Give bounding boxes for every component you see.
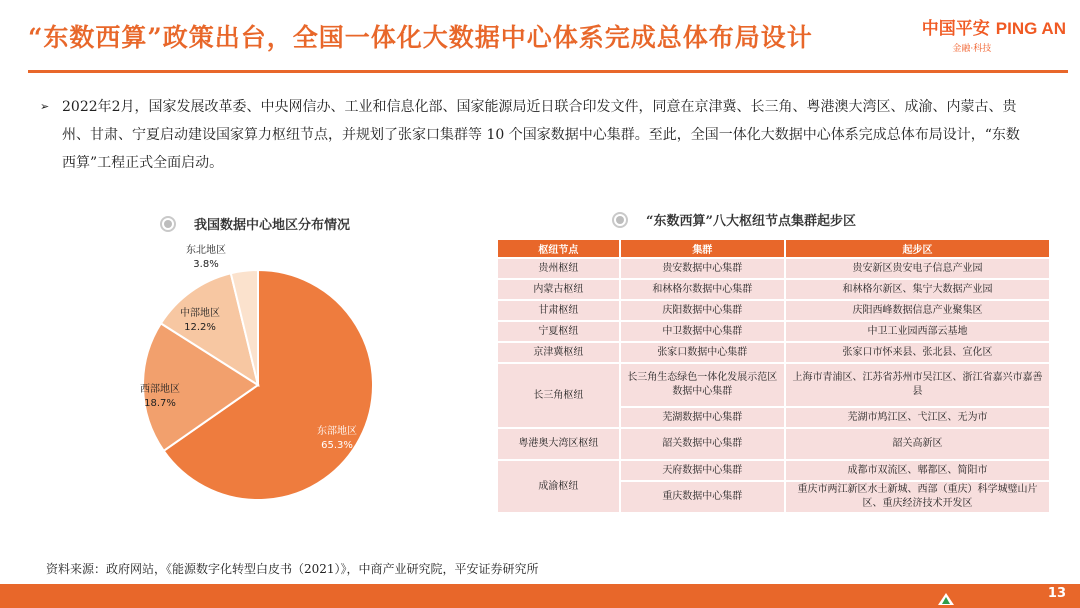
hub-cell: 贵州枢纽 (498, 259, 619, 278)
pie-label-west (140, 383, 180, 411)
cluster-cell: 重庆数据中心集群 (621, 482, 784, 512)
zone-cell: 韶关高新区 (786, 429, 1049, 459)
cluster-cell: 张家口数据中心集群 (621, 343, 784, 362)
brand-name-en: PING AN (995, 19, 1066, 38)
page-title: “东数西算”政策出台，全国一体化大数据中心体系完成总体布局设计 (28, 23, 813, 52)
zone-cell: 重庆市两江新区水土新城、西部（重庆）科学城璧山片区、重庆经济技术开发区 (786, 482, 1049, 512)
zone-cell: 和林格尔新区、集宁大数据产业园 (786, 280, 1049, 299)
pie-label-name: 东部地区 (317, 426, 357, 437)
pie-label-value: 3.8% (193, 259, 219, 270)
cluster-cell: 长三角生态绿色一体化发展示范区数据中心集群 (621, 364, 784, 406)
hub-cell: 内蒙古枢纽 (498, 280, 619, 299)
cluster-cell: 韶关数据中心集群 (621, 429, 784, 459)
hub-cluster-table (496, 238, 1051, 514)
cluster-cell: 天府数据中心集群 (621, 461, 784, 480)
pie-label-east (317, 425, 357, 453)
bullet-arrow-icon: ➢ (40, 100, 50, 113)
zone-cell: 贵安新区贵安电子信息产业园 (786, 259, 1049, 278)
table-row (498, 343, 1049, 362)
pie-label-name: 东北地区 (186, 245, 226, 256)
brand-tagline: 金融·科技 (952, 44, 992, 54)
zone-cell: 中卫工业园西部云基地 (786, 322, 1049, 341)
section-bullet-icon (612, 212, 628, 228)
hub-cell: 长三角枢纽 (498, 364, 619, 427)
zone-cell: 上海市青浦区、江苏省苏州市吴江区、浙江省嘉兴市嘉善县 (786, 364, 1049, 406)
hub-cell: 京津冀枢纽 (498, 343, 619, 362)
zone-cell: 张家口市怀来县、张北县、宣化区 (786, 343, 1049, 362)
cluster-cell: 和林格尔数据中心集群 (621, 280, 784, 299)
cluster-cell: 中卫数据中心集群 (621, 322, 784, 341)
pie-label-value: 18.7% (144, 398, 176, 409)
cluster-cell: 芜湖数据中心集群 (621, 408, 784, 427)
source-note: 资料来源：政府网站，《能源数字化转型白皮书（2021）》，中商产业研究院，平安证券研究所 (46, 562, 539, 576)
pie-label-name: 西部地区 (140, 384, 180, 395)
cluster-cell: 庆阳数据中心集群 (621, 301, 784, 320)
intro-text: 2022年2月，国家发展改革委、中央网信办、工业和信息化部、国家能源局近日联合印发文件，同意在京津冀、长三角、粤港澳大湾区、成渝、内蒙古、贵州、甘肃、宁夏启动建设国家算力枢纽节点，并规划了张家口集群等 10 个国家数据中心集群。至此，全国一体化大数据中心体系完成总体布局设计，“东数西算”工程正式全面启动。 (62, 99, 1020, 171)
table-section-title-text: “东数西算”八大枢纽节点集群起步区 (646, 214, 856, 229)
table-row (498, 280, 1049, 299)
zone-cell: 庆阳西峰数据信息产业聚集区 (786, 301, 1049, 320)
pie-label-northeast (186, 244, 226, 272)
brand-name-cn: 中国平安 (921, 19, 990, 38)
table-row (498, 364, 1049, 406)
pingan-mark-icon (937, 592, 955, 606)
pie-label-central (180, 307, 220, 335)
table-header: 起步区 (786, 240, 1049, 257)
pie-label-value: 65.3% (321, 440, 353, 451)
zone-cell: 成都市双流区、郫都区、简阳市 (786, 461, 1049, 480)
footer-bar (0, 584, 1080, 608)
zone-cell: 芜湖市鸠江区、弋江区、无为市 (786, 408, 1049, 427)
table-row (498, 259, 1049, 278)
hub-cell: 宁夏枢纽 (498, 322, 619, 341)
hub-cell: 成渝枢纽 (498, 461, 619, 512)
cluster-cell: 贵安数据中心集群 (621, 259, 784, 278)
table-row (498, 461, 1049, 480)
hub-cell: 甘肃枢纽 (498, 301, 619, 320)
table-section-title (612, 210, 856, 229)
pie-label-value: 12.2% (184, 322, 216, 333)
table-header: 枢纽节点 (498, 240, 619, 257)
table-row (498, 322, 1049, 341)
table-header-row (498, 240, 1049, 257)
table-row (498, 301, 1049, 320)
pie-label-name: 中部地区 (180, 308, 220, 319)
hub-cell: 粤港奥大湾区枢纽 (498, 429, 619, 459)
page-number: 13 (1047, 586, 1066, 601)
table-header: 集群 (621, 240, 784, 257)
table-row (498, 429, 1049, 459)
pie-section-title-text: 我国数据中心地区分布情况 (194, 218, 351, 233)
